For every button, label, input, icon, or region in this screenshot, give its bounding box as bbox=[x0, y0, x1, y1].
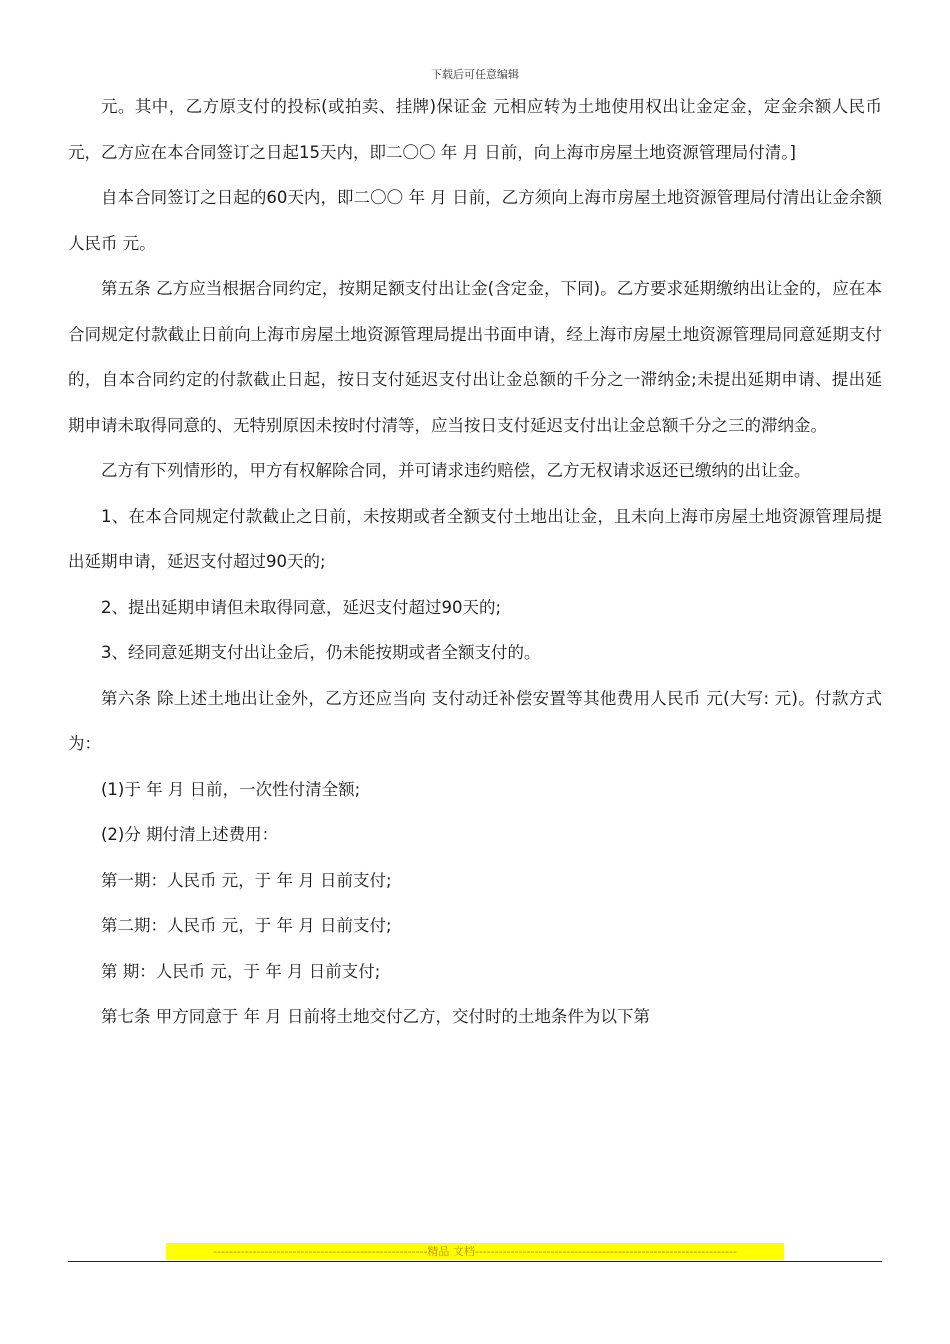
paragraph: (2)分 期付清上述费用： bbox=[101, 825, 279, 844]
paragraph: 第六条 除上述土地出让金外，乙方还应当向 支付动迁补偿安置等其他费用人民币 元(大写: 元)。付款方式为： bbox=[68, 688, 882, 753]
paragraph: 乙方有下列情形的，甲方有权解除合同，并可请求违约赔偿，乙方无权请求返还已缴纳的出让金。 bbox=[101, 461, 811, 480]
footer-divider bbox=[68, 1261, 882, 1262]
document-body bbox=[68, 84, 882, 1040]
paragraph: 元。其中，乙方原支付的投标(或拍卖、挂牌)保证金 元相应转为土地使用权出让金定金，定金余额人民币 元，乙方应在本合同签订之日起15天内，即二〇〇 年 月 日前，向上海市房屋土地资源管理局付清。] bbox=[68, 97, 882, 162]
page-header: 下载后可任意编辑 bbox=[431, 68, 519, 81]
paragraph: 自本合同签订之日起的60天内，即二〇〇 年 月 日前，乙方须向上海市房屋土地资源管理局付清出让金余额人民币 元。 bbox=[68, 188, 882, 253]
footer-banner: ------------------------------------------------------精品 文档------------------------------------------------------------------ bbox=[166, 1243, 784, 1260]
paragraph: 1、在本合同规定付款截止之日前，未按期或者全额支付土地出让金，且未向上海市房屋土地资源管理局提出延期申请，延迟支付超过90天的; bbox=[68, 506, 882, 571]
paragraph: 第七条 甲方同意于 年 月 日前将土地交付乙方，交付时的土地条件为以下第 bbox=[101, 1007, 650, 1026]
paragraph: 第 期：人民币 元，于 年 月 日前支付; bbox=[101, 961, 381, 981]
paragraph: 第二期：人民币 元，于 年 月 日前支付; bbox=[101, 916, 392, 935]
paragraph: 2、提出延期申请但未取得同意，延迟支付超过90天的; bbox=[101, 597, 502, 617]
paragraph: 3、经同意延期支付出让金后，仍未能按期或者全额支付的。 bbox=[101, 643, 541, 662]
paragraph: 第五条 乙方应当根据合同约定，按期足额支付出让金(含定金，下同)。乙方要求延期缴纳出让金的，应在本合同规定付款截止日前向上海市房屋土地资源管理局提出书面申请，经上海市房屋土地资源管理局同意延期支付的，自本合同约定的付款截止日起，按日支付延迟支付出让金总额的千分之一滞纳金;未提出延期申请、提出延期申请未取得同意的、无特别原因未按时付清等，应当按日支付延迟支付出让金总额千分之三的滞纳金。 bbox=[68, 279, 882, 435]
paragraph: 第一期：人民币 元，于 年 月 日前支付; bbox=[101, 870, 392, 890]
paragraph: (1)于 年 月 日前，一次性付清全额; bbox=[101, 779, 361, 799]
